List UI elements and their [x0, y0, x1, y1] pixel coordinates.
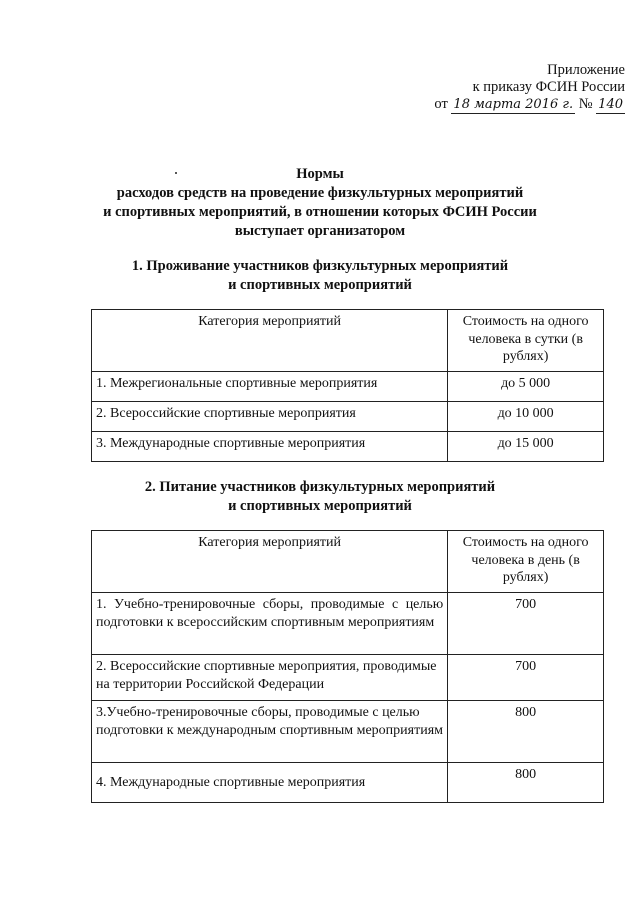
- header-category: Категория мероприятий: [92, 310, 448, 372]
- handwritten-date: 18 марта 2016 г.: [453, 97, 574, 112]
- table-row: [92, 593, 604, 655]
- title-line-3: и спортивных мероприятий, в отношении которых ФСИН России: [103, 204, 537, 220]
- accommodation-table: [91, 309, 604, 462]
- section1-title: [80, 257, 560, 295]
- row-cost: 700: [448, 593, 604, 655]
- row-cost: до 5 000: [448, 372, 604, 402]
- section1-title-line-2: и спортивных мероприятий: [228, 277, 412, 293]
- row-cost: 800: [448, 763, 604, 803]
- section2-title: [80, 478, 560, 516]
- appendix-block: [420, 62, 625, 114]
- row-category: 3.Учебно-тренировочные сборы, проводимые с целью подготовки к международным спортивным мероприятиям: [92, 701, 448, 763]
- table-row: [92, 372, 604, 402]
- header-cost: Стоимость на одного человека в сутки (в рублях): [448, 310, 604, 372]
- row-category: 3. Международные спортивные мероприятия: [92, 432, 448, 462]
- row-cost: 700: [448, 655, 604, 701]
- title-line-1: Нормы: [296, 166, 344, 182]
- table-row: [92, 763, 604, 803]
- section1-title-line-1: 1. Проживание участников физкультурных мероприятий: [131, 258, 509, 274]
- header-category: Категория мероприятий: [92, 531, 448, 593]
- title-line-2: расходов средств на проведение физкультурных мероприятий: [116, 185, 524, 201]
- section2-title-line-2: и спортивных мероприятий: [228, 498, 412, 514]
- table-row: [92, 432, 604, 462]
- appendix-order-ref: к приказу ФСИН России: [472, 79, 625, 95]
- row-category: 2. Всероссийские спортивные мероприятия, проводимые на территории Российской Федерации: [92, 655, 448, 701]
- meals-table: [91, 530, 604, 803]
- title-line-4: выступает организатором: [234, 223, 406, 239]
- appendix-label: Приложение: [547, 62, 625, 78]
- document-title: [80, 165, 560, 241]
- section2-title-line-1: 2. Питание участников физкультурных мероприятий: [144, 479, 496, 495]
- row-category: 1. Учебно-тренировочные сборы, проводимые с целью подготовки к всероссийским спортивным мероприятиям: [92, 593, 448, 655]
- row-cost: 800: [448, 701, 604, 763]
- table-row: [92, 402, 604, 432]
- table-header-row: [92, 310, 604, 372]
- table-row: [92, 701, 604, 763]
- number-prefix: №: [578, 96, 593, 112]
- row-category: 1. Межрегиональные спортивные мероприятия: [92, 372, 448, 402]
- table-header-row: [92, 531, 604, 593]
- table-row: [92, 655, 604, 701]
- appendix-date-line: [420, 96, 625, 114]
- header-cost: Стоимость на одного человека в день (в рублях): [448, 531, 604, 593]
- row-category: 4. Международные спортивные мероприятия: [92, 763, 448, 803]
- date-prefix: от: [434, 96, 448, 112]
- row-cost: до 10 000: [448, 402, 604, 432]
- row-cost: до 15 000: [448, 432, 604, 462]
- row-category: 2. Всероссийские спортивные мероприятия: [92, 402, 448, 432]
- handwritten-number: 140: [598, 97, 623, 112]
